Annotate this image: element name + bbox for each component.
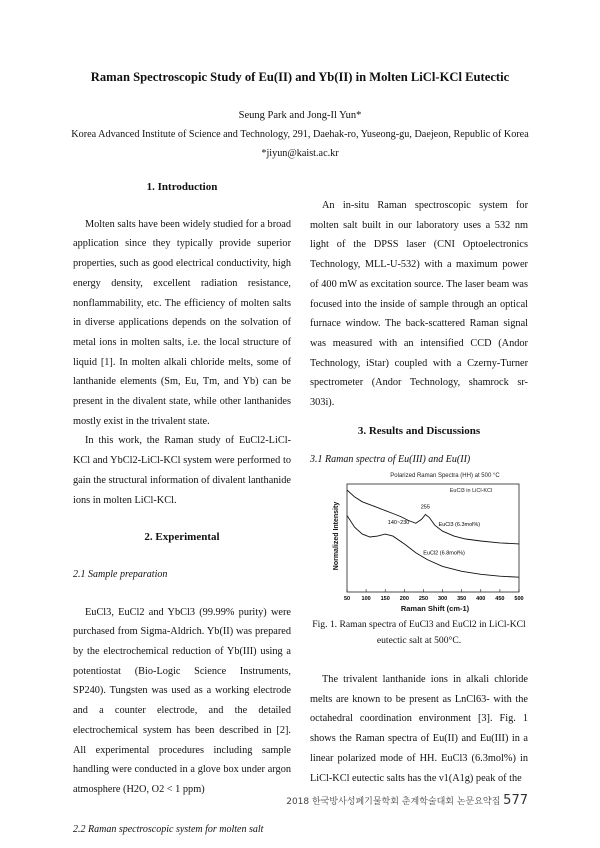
- page-number: 577: [503, 793, 528, 808]
- section-results-heading: 3. Results and Discussions: [357, 424, 481, 437]
- series-label: EuCl2 (6.8mol%): [423, 550, 465, 557]
- raman-system-paragraph: An in-situ Raman spectroscopic system for molten salt built in our laboratory uses a 532 nm light of the DPSS laser (CNI Optoelectronics Technology, MLL-U-532) with a maximum power of 400 mW as excitation source. The laser beam was focused into the inside of sample through an optical furnace window. The back-scattered Raman signal was measured with an intensified CCD (Andor Technology, iStar) coupled with a Czerny-Turner spectrometer (Andor Technology, shamrock sr-303i).: [310, 200, 528, 409]
- page-footer: [286, 793, 528, 808]
- chart-title: Polarized Raman Spectra (HH) at 500 °C: [390, 473, 500, 479]
- right-column-top: [310, 196, 528, 470]
- x-tick-label: 200: [399, 596, 409, 602]
- x-tick-label: 150: [380, 596, 390, 602]
- intro-paragraph-2: In this work, the Raman study of EuCl2-LiCl-KCl and YbCl2-LiCl-KCl system were performed to gain the structural information of divalent lanthanide ions in molten LiCl-KCl.: [73, 435, 291, 506]
- x-tick-label: 500: [514, 596, 524, 602]
- subsection-3-1-heading: 3.1 Raman spectra of Eu(III) and Eu(II): [310, 454, 471, 466]
- footer-text: 2018 한국방사성폐기물학회 춘계학술대회 논문요약집: [286, 797, 501, 807]
- x-tick-label: 350: [457, 596, 467, 602]
- experimental-paragraph-1: EuCl3, EuCl2 and YbCl3 (99.99% purity) were purchased from Sigma-Aldrich. Yb(II) was prepared by the electrochemical reduction of Yb(III) using a potentiostat (Bio-Logic Science Instruments, SP240). Tungsten was used as a working electrode and a counter electrode, and the detailed electrochemical system has been described in [2]. All experimental procedures including sample handling were conducted in a glove box under argon atmosphere (H2O, O2 < 1 ppm): [73, 606, 291, 795]
- x-tick-label: 50: [343, 596, 351, 602]
- raman-spectra-chart: [313, 466, 525, 614]
- x-tick-label: 100: [361, 596, 371, 602]
- email: *jiyun@kaist.ac.kr: [261, 148, 339, 159]
- series-line-1: [347, 516, 519, 578]
- peak-annotation: 255: [420, 504, 430, 511]
- results-paragraph: The trivalent lanthanide ions in alkali chloride melts are known to be present as LnCl63- with the octahedral coordination environment [3]. Fig. 1 shows the Raman spectra of Eu(II) and Eu(III) in a linear polarized mode of HH. EuCl3 (6.3mol%) in LiCl-KCl eutectic salts has the ν1(A1g) peak of the: [310, 674, 528, 784]
- subsection-2-2-heading: 2.2 Raman spectroscopic system for molten salt: [73, 823, 264, 835]
- band-annotation: 140~230: [387, 520, 410, 527]
- section-experimental-heading: 2. Experimental: [144, 531, 220, 544]
- series-line-0: [347, 490, 519, 544]
- x-tick-label: 250: [418, 596, 429, 602]
- x-tick-label: 400: [476, 596, 486, 602]
- right-column-bottom: [310, 670, 528, 788]
- authors: Seung Park and Jong-Il Yun*: [238, 110, 362, 121]
- x-tick-label: 300: [437, 596, 448, 602]
- affiliation: Korea Advanced Institute of Science and Technology, 291, Daehak-ro, Yuseong-gu, Daejeon, Republic of Korea: [71, 129, 529, 140]
- intro-paragraph-1: Molten salts have been widely studied for a broad application since they typically provide superior properties, such as good electrical conductivity, high energy density, excellent radiation resistance, nonflammability, etc. The efficiency of molten salts in diverse applications depends on the solvation of metal ions in molten salts, i.e. the local structure of liquid [1]. In molten alkali chloride melts, some of lanthanide elements (Sm, Eu, Tm, and Yb) can be present in the divalent state, while other lanthanides mostly exist in the trivalent state.: [73, 218, 291, 427]
- chart-x-axis-label: Raman Shift (cm-1): [400, 604, 470, 613]
- x-tick-label: 450: [495, 596, 505, 602]
- chart-plot-area: [344, 484, 524, 602]
- chart-y-axis-label: Normalized Intensity: [333, 501, 340, 571]
- subsection-2-1-heading: 2.1 Sample preparation: [73, 568, 168, 580]
- series-label: EuCl3 (6.3mol%): [438, 522, 481, 529]
- section-introduction-heading: 1. Introduction: [146, 181, 218, 193]
- chart-subtitle: EuCl3 in LiCl-KCl: [449, 488, 493, 494]
- paper-title: Raman Spectroscopic Study of Eu(II) and Yb(II) in Molten LiCl-KCl Eutectic: [90, 70, 510, 84]
- left-column: [73, 178, 291, 839]
- figure-caption: Fig. 1. Raman spectra of EuCl3 and EuCl2 in LiCl-KCl eutectic salt at 500°C.: [312, 619, 526, 646]
